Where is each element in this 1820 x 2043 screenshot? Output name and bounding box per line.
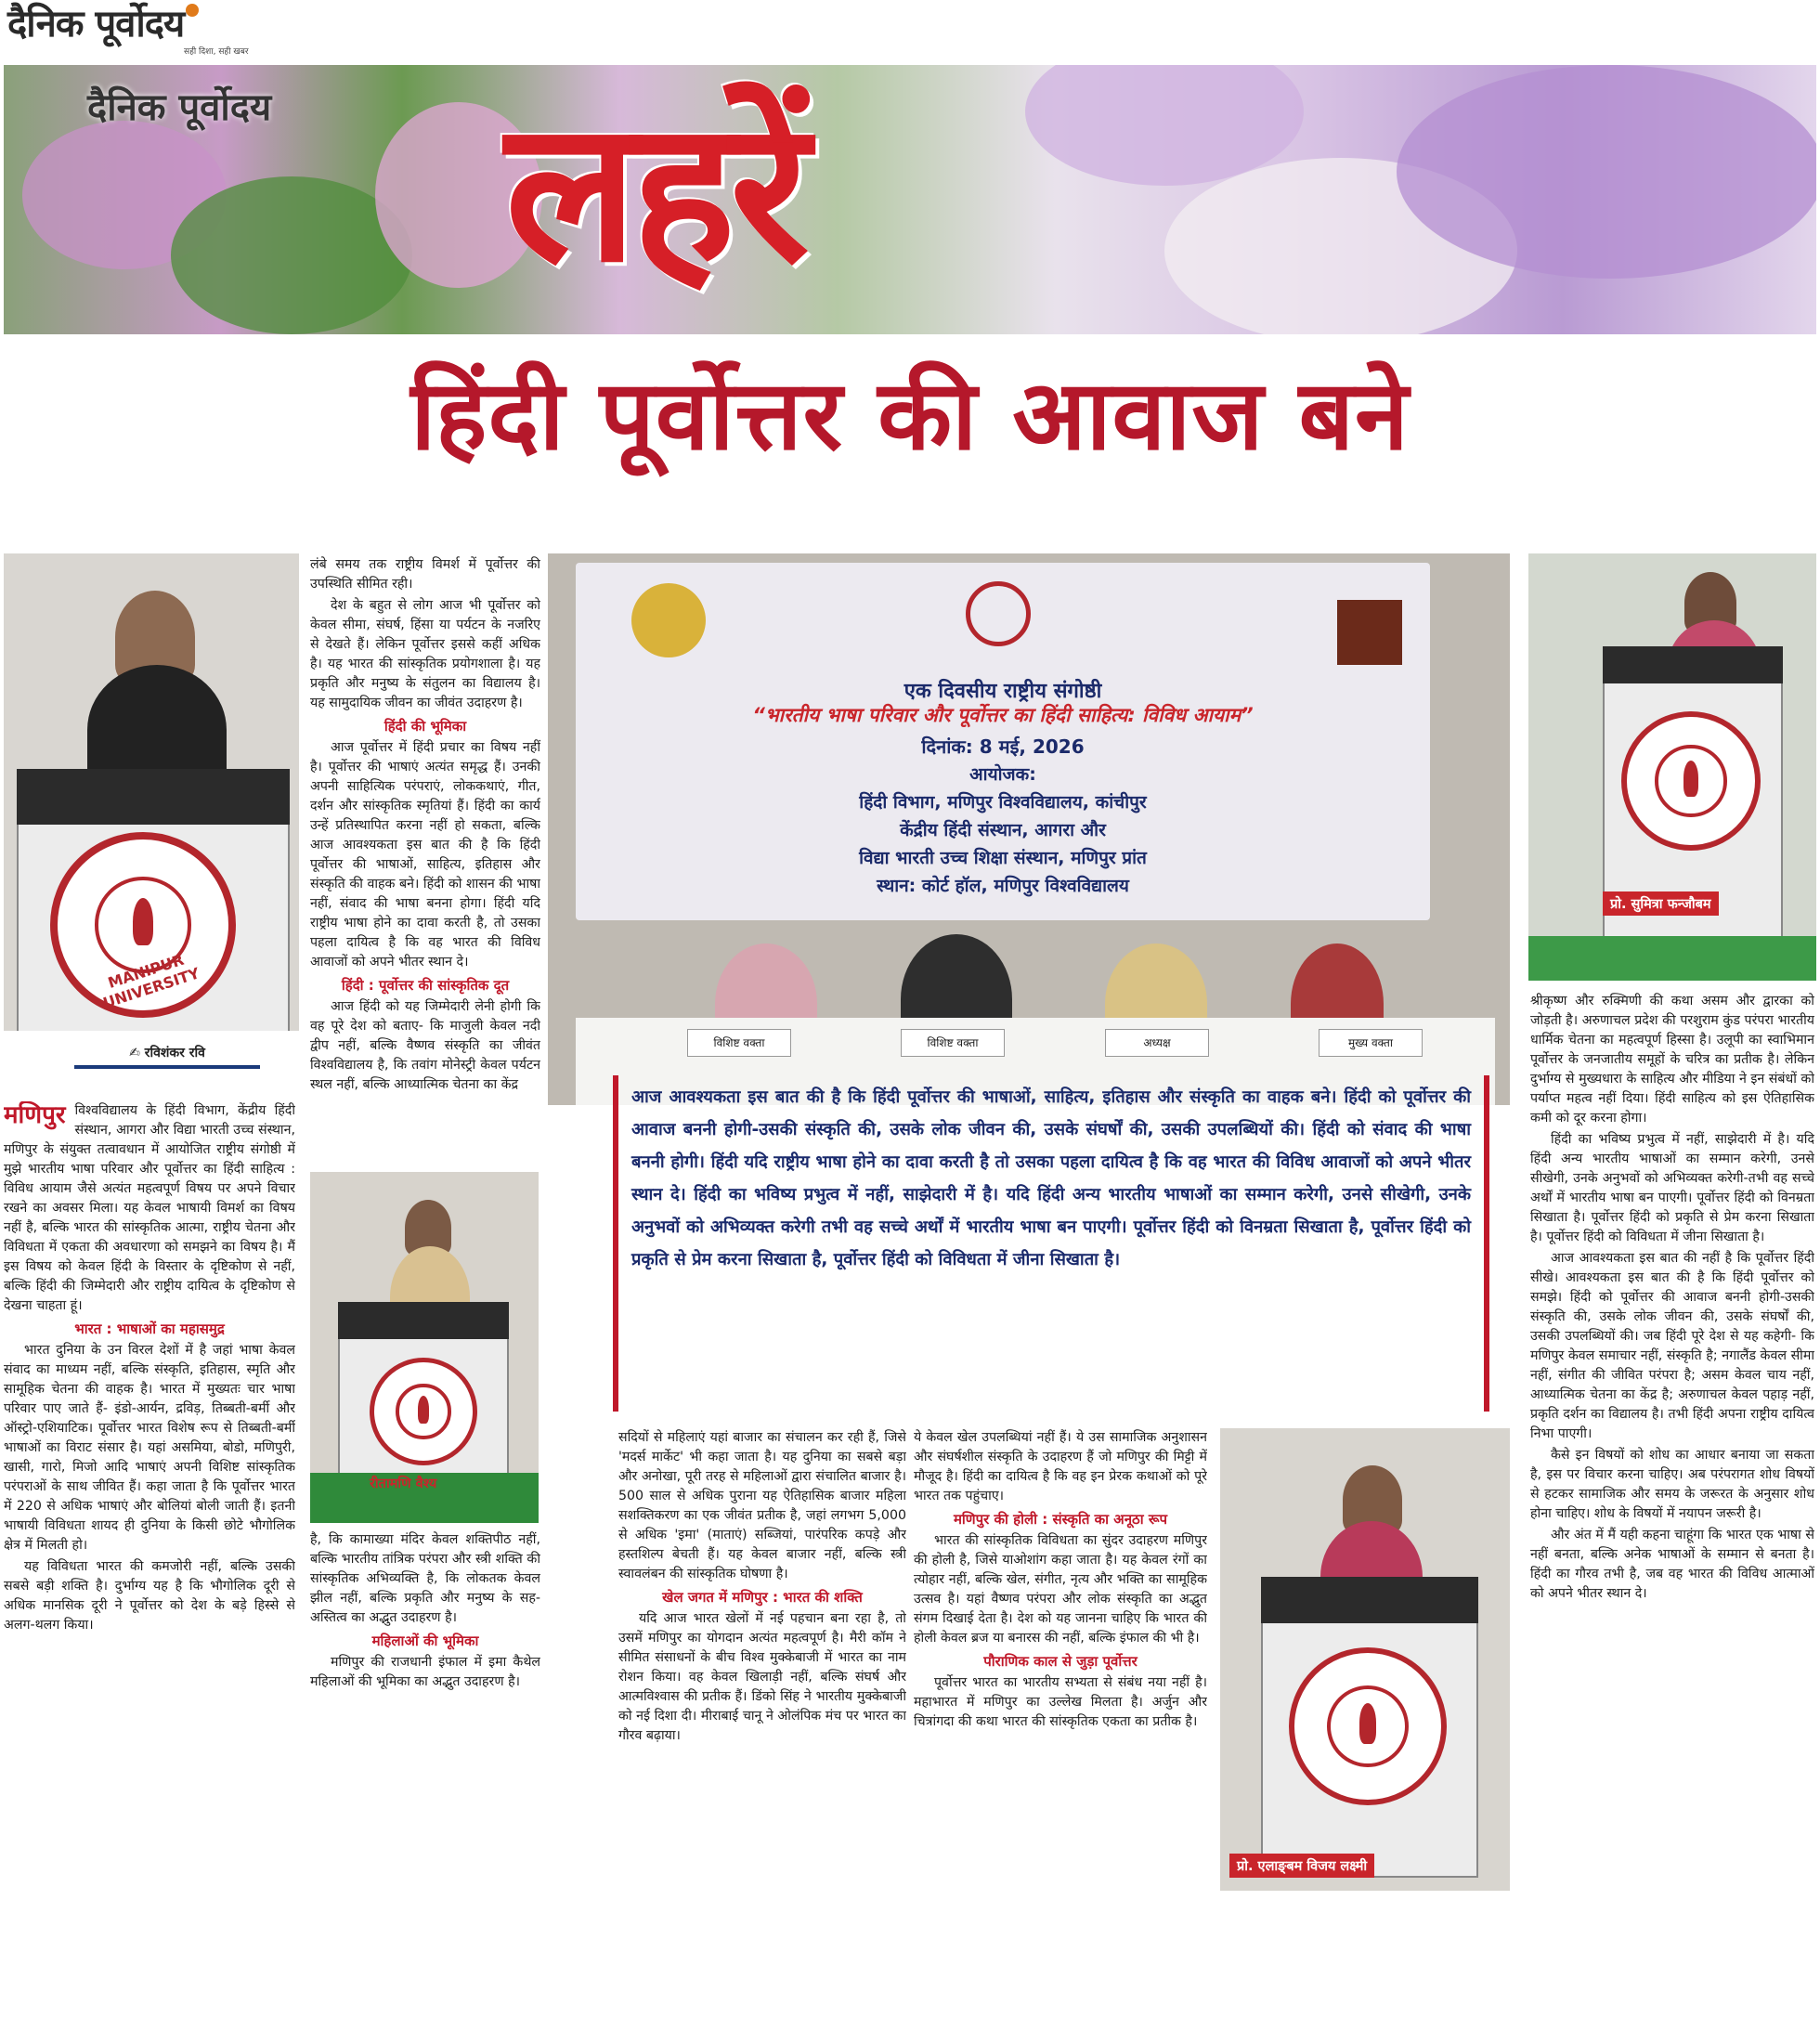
headline: हिंदी पूर्वोत्तर की आवाज बने (410, 358, 1410, 472)
emblem-icon (631, 583, 706, 657)
photo-seminar (548, 553, 1510, 1105)
podium-top (1603, 646, 1783, 683)
photo-caption: प्रो. सुमित्रा फन्जौबम (1603, 891, 1719, 916)
photo-speaker-male (4, 553, 299, 1031)
seal-text: MANIPUR UNIVERSITY (100, 950, 202, 1012)
article-column-1 (4, 1101, 295, 2043)
photo-caption: प्रो. एलाङ्बम विजय लक्ष्मी (1229, 1854, 1374, 1878)
flame-icon (1684, 761, 1699, 797)
flame-icon (1359, 1703, 1377, 1744)
paper-name: दैनिक पूर्वोदय (7, 2, 185, 46)
university-logo-icon (966, 581, 1031, 646)
logo-dot-icon (186, 4, 199, 17)
seminar-banner (576, 563, 1430, 920)
paragraph: हिंदी का भविष्य प्रभुत्व में नहीं, साझेदारी में है। यदि हिंदी अन्य भारतीय भाषाओं का सम्मान करेगी, उनसे सीखेगी, उनके अनुभवों को अभिव्यक्त करेगी-तभी वह सच्चे अर्थों में भारतीय भाषा बन पाएगी। पूर्वोत्तर हिंदी को विनम्रता सिखाता है। पूर्वोत्तर हिंदी को प्रकृति से प्रेम करना सिखाता है। पूर्वोत्तर हिंदी को विविधता में जीना सिखाता है। (1530, 1132, 1814, 1244)
photo-speaker-elangbam (1220, 1428, 1510, 1891)
banner-line: “भारतीय भाषा परिवार और पूर्वोत्तर का हिंदी साहित्य: विविध आयाम” (752, 704, 1254, 726)
paragraph: सदियों से महिलाएं यहां बाजार का संचालन कर रही हैं, जिसे 'मदर्स मार्केट' भी कहा जाता है। यह दुनिया का सबसे बड़ा और अनोखा, पूरी तरह से महिलाओं द्वारा संचालित बाजार है। 500 साल से अधिक पुराना यह ऐतिहासिक बाजार महिला सशक्तिकरण का एक जीवंत प्रतीक है, जहां लगभग 5,000 से अधिक 'इमा' (माताएं) सब्जियां, पारंपरिक कपड़े और हस्तशिल्प बेचती हैं। यह केवल बाजार नहीं, बल्कि स्त्री स्वावलंबन की सांस्कृतिक घोषणा है। (618, 1430, 906, 1581)
banner-line: हिंदी विभाग, मणिपुर विश्वविद्यालय, कांचीपुर (859, 792, 1147, 813)
podium-top (338, 1302, 509, 1339)
name-card: विशिष्ट वक्ता (687, 1029, 791, 1057)
banner-line: विद्या भारती उच्च शिक्षा संस्थान, मणिपुर प्रांत (859, 848, 1147, 868)
subheading: भारत : भाषाओं का महासमुद्र (74, 1321, 225, 1337)
article-column-2b (310, 1530, 540, 1891)
photo-speaker-sumitra (1528, 553, 1816, 981)
paragraph: पूर्वोत्तर भारत का भारतीय सभ्यता से संबंध नया नहीं है। महाभारत में मणिपुर का उल्लेख मिलता है। अर्जुन और चित्रांगदा की कथा भारत की सांस्कृतिक एकता का प्रतीक है। (914, 1675, 1207, 1729)
paragraph: श्रीकृष्ण और रुक्मिणी की कथा असम और द्वारका को जोड़ती है। अरुणाचल प्रदेश की परशुराम कुंड परंपरा भारतीय धार्मिक चेतना का महत्वपूर्ण हिस्सा है। उलूपी का स्वाभिमान पूर्वोत्तर के जनजातीय समूहों के चरित्र का प्रतीक है। लेकिन दुर्भाग्य से मुख्यधारा के साहित्य और मीडिया ने इन संबंधों को पर्याप्त महत्व नहीं दिया। हिंदी साहित्य को इस ऐतिहासिक कमी को दूर करना होगा। (1530, 994, 1814, 1126)
author-name: रविशंकर रवि (144, 1046, 205, 1061)
article-column-2 (310, 555, 540, 1163)
pull-quote-text: आज आवश्यकता इस बात की है कि हिंदी पूर्वोत्तर की भाषाओं, साहित्य, इतिहास और संस्कृति का वाहक बने। हिंदी को पूर्वोत्तर की आवाज बननी होगी-उसकी संस्कृति की, उसके लोक जीवन की, उसके संघर्षों की, उसकी उपलब्धियों की। हिंदी को संवाद की भाषा बननी होगी। हिंदी यदि राष्ट्रीय भाषा होने का दावा करती है तो उसका पहला दायित्व है कि वह भारत की विविध आवाजों को अपने भीतर स्थान दे। हिंदी का भविष्य प्रभुत्व में नहीं, साझेदारी में है। यदि हिंदी अन्य भारतीय भाषाओं का सम्मान करेगी, उनसे सीखेगी, उनके अनुभवों को अभिव्यक्त करेगी तभी वह सच्चे अर्थों में भारतीय भाषा बन पाएगी। पूर्वोत्तर हिंदी को विनम्रता सिखाता है, पूर्वोत्तर हिंदी को प्रकृति से प्रेम करना सिखाता है, पूर्वोत्तर हिंदी को विविधता में जीना सिखाता है। (631, 1087, 1471, 1269)
article-column-5 (1530, 992, 1814, 1891)
banner-line: एक दिवसीय राष्ट्रीय संगोष्ठी (904, 680, 1102, 703)
subheading: मणिपुर की होली : संस्कृति का अनूठा रूप (953, 1511, 1168, 1528)
photo-speaker-rita (310, 1172, 539, 1523)
article-column-3 (618, 1428, 906, 1891)
banner-line: आयोजक: (969, 764, 1036, 785)
banner-paper-name: दैनिक पूर्वोदय (87, 85, 272, 129)
lead-word: मणिपुर (4, 1101, 66, 1129)
vidya-bharati-logo-icon (1337, 600, 1402, 665)
banner-line: स्थान: कोर्ट हॉल, मणिपुर विश्वविद्यालय (877, 876, 1129, 896)
masthead (7, 4, 305, 65)
section-title: लहरें (505, 76, 804, 306)
paragraph: यह विविधता भारत की कमजोरी नहीं, बल्कि उसकी सबसे बड़ी शक्ति है। दुर्भाग्य यह है कि भौगोलिक दूरी से अधिक मानसिक दूरी ने पूर्वोत्तर को देश के बड़े हिस्से से अलग-थलग किया। (4, 1559, 295, 1633)
name-card: मुख्य वक्ता (1319, 1029, 1423, 1057)
byline: ✍ रविशंकर रवि (74, 1044, 260, 1069)
university-seal (370, 1358, 477, 1465)
university-seal (1621, 711, 1761, 851)
paragraph: यदि आज भारत खेलों में नई पहचान बना रहा है, तो उसमें मणिपुर का योगदान अत्यंत महत्वपूर्ण है। मैरी कॉम ने सीमित संसाधनों के बीच विश्व मुक्केबाजी में भारत का नाम रोशन किया। वह केवल खिलाड़ी नहीं, बल्कि संघर्ष और आत्मविश्वास की प्रतीक हैं। डिंको सिंह ने भारतीय मुक्केबाजी को नई दिशा दी। मीराबाई चानू ने ओलंपिक मंच पर भारत का गौरव बढ़ाया। (618, 1611, 906, 1743)
green-carpet (1528, 936, 1816, 981)
paragraph: मणिपुर की राजधानी इंफाल में इमा कैथेल महिलाओं की भूमिका का अद्भुत उदाहरण है। (310, 1655, 540, 1689)
banner-line: दिनांक: 8 मई, 2026 (921, 735, 1085, 758)
pull-quote (613, 1075, 1489, 1412)
university-seal (1289, 1647, 1447, 1805)
paragraph: भारत की सांस्कृतिक विविधता का सुंदर उदाहरण मणिपुर की होली है, जिसे याओशांग कहा जाता है। यह केवल रंगों का त्योहार नहीं, बल्कि खेल, संगीत, नृत्य और भक्ति का सामूहिक उत्सव है। यहां वैष्णव परंपरा और लोक संस्कृति का अद्भुत संगम दिखाई देता है। देश को यह जानना चाहिए कि भारत की होली केवल ब्रज या बनारस की नहीं, बल्कि इंफाल की भी है। (914, 1533, 1207, 1646)
paragraph: लंबे समय तक राष्ट्रीय विमर्श में पूर्वोत्तर की उपस्थिति सीमित रही। (310, 557, 540, 592)
paragraph: आज आवश्यकता इस बात की नहीं है कि पूर्वोत्तर हिंदी सीखे। आवश्यकता इस बात की है कि हिंदी पूर्वोत्तर को समझे। हिंदी को पूर्वोत्तर की आवाज बननी होगी-उसकी संस्कृति की, उसके लोक जीवन की, उसके संघर्षों की, उसकी उपलब्धियों की। जब हिंदी पूरे देश से यह कहेगी- कि मणिपुर केवल समाचार नहीं, संस्कृति है; नगालैंड केवल सीमा नहीं, संगीत की जीवित परंपरा है; असम केवल चाय नहीं, आध्यात्मिक चेतना का केंद्र है; अरुणाचल केवल पहाड़ नहीं, प्रकृति दर्शन का विद्यालय है। तभी हिंदी अपना राष्ट्रीय दायित्व निभा पाएगी। (1530, 1251, 1814, 1441)
paragraph: आज पूर्वोत्तर में हिंदी प्रचार का विषय नहीं है। पूर्वोत्तर की भाषाएं अत्यंत समृद्ध हैं। उनकी अपनी साहित्यिक परंपराएं, लोककथाएं, गीत, दर्शन और सांस्कृतिक स्मृतियां हैं। हिंदी का कार्य उन्हें प्रतिस्थापित करना नहीं हो सकता, बल्कि आज आवश्यकता इस बात की है कि हिंदी पूर्वोत्तर की भाषाओं, साहित्य, इतिहास और संस्कृति की वाहक बने। हिंदी को शासन की भाषा नहीं, संवाद की भाषा बनना होगा। हिंदी यदि राष्ट्रीय भाषा होने का दावा करती है, तो उसका पहला दायित्व है कि वह भारत की विविध आवाजों को अपने भीतर स्थान दे। (310, 740, 540, 969)
wisteria-blob (1397, 65, 1816, 279)
article-column-4 (914, 1428, 1207, 1891)
flame-icon (133, 898, 153, 946)
lead-paragraph: विश्वविद्यालय के हिंदी विभाग, केंद्रीय हिंदी संस्थान, आगरा और विद्या भारती उच्च संस्थान, मणिपुर के संयुक्त तत्वावधान में आयोजित राष्ट्रीय संगोष्ठी में मुझे भारतीय भाषा परिवार और पूर्वोत्तर का हिंदी साहित्य : विविध आयाम जैसे अत्यंत महत्वपूर्ण विषय पर अपने विचार रखने का अवसर मिला। यह केवल भाषायी विमर्श का विषय नहीं है, बल्कि भारत की सांस्कृतिक आत्मा, राष्ट्रीय चेतना और विविधता में एकता की अवधारणा को समझने का विषय है। मैं इस विषय को केवल हिंदी के विस्तार के दृष्टिकोण से नहीं, बल्कि हिंदी की जिम्मेदारी और राष्ट्रीय दायित्व के दृष्टिकोण से देखना चाहता हूं। (4, 1103, 295, 1313)
photo-caption: रीतामणि वैश्य (370, 1477, 437, 1491)
subheading: हिंदी : पूर्वोत्तर की सांस्कृतिक दूत (341, 977, 510, 994)
paragraph: कैसे इन विषयों को शोध का आधार बनाया जा सकता है, इस पर विचार करना चाहिए। अब परंपरागत शोध विषयों से हटकर सामाजिक और समय के जरूरत के अनुसार शोध होना चाहिए। शोध के विषयों में नयापन जरूरी है। (1530, 1448, 1814, 1521)
name-card: विशिष्ट वक्ता (901, 1029, 1005, 1057)
paragraph: देश के बहुत से लोग आज भी पूर्वोत्तर को केवल सीमा, संघर्ष, हिंसा या पर्यटन के नजरिए से देखते हैं। लेकिन पूर्वोत्तर इससे कहीं अधिक है। यह भारत की सांस्कृतिक प्रयोगशाला है। यह प्रकृति और मनुष्य के संतुलन का विद्यालय है। यह सामुदायिक जीवन का जीवंत उदाहरण है। (310, 598, 540, 710)
subheading: पौराणिक काल से जुड़ा पूर्वोत्तर (983, 1653, 1138, 1670)
paragraph: और अंत में मैं यही कहना चाहूंगा कि भारत एक भाषा से नहीं बनता, बल्कि अनेक भाषाओं के सम्मान से बनता है। हिंदी का गौरव तभी है, जब वह भारत की विविध आत्माओं को अपने भीतर स्थान दे। (1530, 1528, 1814, 1601)
subheading: खेल जगत में मणिपुर : भारत की शक्ति (662, 1589, 863, 1606)
podium-top (17, 769, 290, 825)
subheading: हिंदी की भूमिका (384, 718, 467, 735)
paragraph: है, कि कामाख्या मंदिर केवल शक्तिपीठ नहीं, बल्कि भारतीय तांत्रिक परंपरा और स्त्री शक्ति की सांस्कृतिक अभिव्यक्ति है, कि लोकतक केवल झील नहीं, बल्कि प्रकृति और मनुष्य के सह-अस्तित्व का अद्भुत उदाहरण है। (310, 1532, 540, 1625)
podium-top (1261, 1577, 1478, 1623)
section-banner (4, 65, 1816, 334)
name-card: अध्यक्ष (1105, 1029, 1209, 1057)
paragraph: ये केवल खेल उपलब्धियां नहीं हैं। ये उस सामाजिक अनुशासन और संघर्षशील संस्कृति के उदाहरण हैं जो मणिपुर की मिट्टी में मौजूद है। हिंदी का दायित्व है कि वह इन प्रेरक कथाओं को पूरे भारत तक पहुंचाए। (914, 1430, 1207, 1503)
flame-icon (418, 1396, 430, 1424)
paper-tagline: सही दिशा, सही खबर (184, 47, 249, 57)
paragraph: आज हिंदी को यह जिम्मेदारी लेनी होगी कि वह पूरे देश को बताए- कि माजुली केवल नदी द्वीप नहीं, बल्कि वैष्णव संस्कृति का जीवंत विश्वविद्यालय है, कि तवांग मोनेस्ट्री केवल पर्यटन स्थल नहीं, बल्कि आध्यात्मिक चेतना का केंद्र (310, 999, 540, 1092)
subheading: महिलाओं की भूमिका (371, 1633, 479, 1649)
banner-line: केंद्रीय हिंदी संस्थान, आगरा और (900, 820, 1106, 840)
paragraph: भारत दुनिया के उन विरल देशों में है जहां भाषा केवल संवाद का माध्यम नहीं, बल्कि संस्कृति, इतिहास, स्मृति और सामूहिक चेतना की वाहक है। भारत में मुख्यतः चार भाषा परिवार पाए जाते हैं- इंडो-आर्यन, द्रविड़, तिब्बती-बर्मी और ऑस्ट्रो-एशियाटिक। पूर्वोत्तर भारत विशेष रूप से तिब्बती-बर्मी भाषाओं का विराट संसार है। यहां असमिया, बोडो, मणिपुरी, खासी, गारो, मिजो आदि भाषाएं अपनी विशिष्ट सांस्कृतिक परंपराओं के साथ जीवित हैं। कहा जाता है कि पूर्वोत्तर भारत में 220 से अधिक भाषाएं और बोलियां बोली जाती हैं। इतनी भाषायी विविधता शायद ही दुनिया के किसी छोटे भौगोलिक क्षेत्र में मिलती हो। (4, 1343, 295, 1553)
